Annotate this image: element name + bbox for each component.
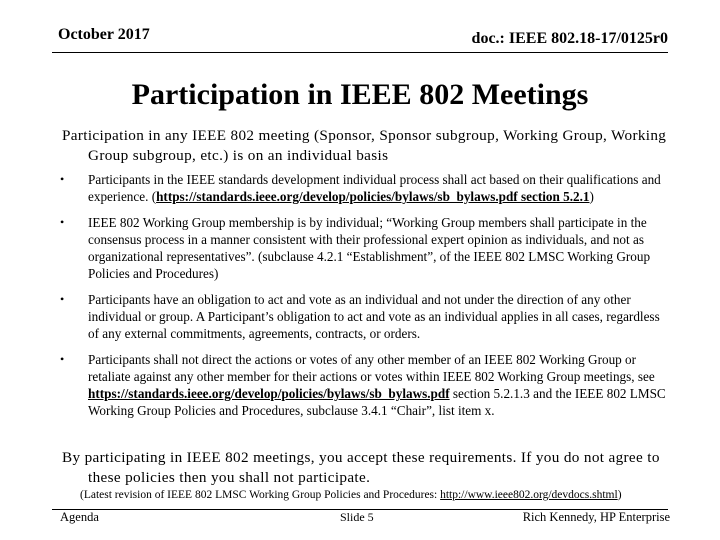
bullet-item-membership bbox=[58, 214, 668, 282]
header-divider bbox=[52, 52, 668, 53]
bullet-text-tail: ) bbox=[589, 189, 594, 204]
header-date: October 2017 bbox=[58, 26, 150, 43]
bullet-item-qualifications bbox=[58, 171, 668, 205]
header-doc-id: doc.: IEEE 802.18-17/0125r0 bbox=[471, 30, 668, 47]
bullet-text: Participants shall not direct the actions or votes of any other member of an IEEE 802 Working Group or retaliate against any other member for their actions or votes within IEEE 802 Working Group meetings, see bbox=[88, 352, 655, 384]
revision-text-tail: ) bbox=[617, 489, 622, 501]
bullet-text: Participants in the IEEE standards development individual process shall act based on their qualifications and experience. ( bbox=[88, 172, 661, 204]
revision-text: (Latest revision of IEEE 802 LMSC Working Group Policies and Procedures: bbox=[80, 489, 441, 501]
outro-paragraph: By participating in IEEE 802 meetings, you accept these requirements. If you do not agree to these policies then you shall not participate. bbox=[62, 449, 660, 486]
bullet-marker: • bbox=[60, 352, 65, 366]
bullet-list bbox=[58, 171, 668, 419]
slide-number: Slide 5 bbox=[340, 510, 374, 524]
slide-title: Participation in IEEE 802 Meetings bbox=[131, 78, 589, 111]
devdocs-link[interactable]: http://www.ieee802.org/devdocs.shtml bbox=[440, 489, 618, 501]
intro-paragraph: Participation in any IEEE 802 meeting (Sponsor, Sponsor subgroup, Working Group, Working Group subgroup, etc.) is on an individual basis bbox=[62, 127, 667, 164]
footer-author: Rich Kennedy, HP Enterprise bbox=[522, 510, 670, 524]
bullet-text: IEEE 802 Working Group membership is by individual; “Working Group members shall participate in the consensus process in a manner consistent with their professional expert opinion as individuals, and not as organizational representatives”. (subclause 4.2.1 “Establishment”, of the IEEE 802 LMSC Working Group Policies and Procedures) bbox=[88, 215, 651, 281]
bylaws-link[interactable]: https://standards.ieee.org/develop/policies/bylaws/sb_bylaws.pdf section 5.2.1 bbox=[156, 189, 590, 204]
bullet-item-obligation bbox=[58, 291, 668, 342]
bullet-item-no-direction bbox=[58, 351, 668, 419]
bylaws-link[interactable]: https://standards.ieee.org/develop/policies/bylaws/sb_bylaws.pdf bbox=[88, 386, 450, 401]
footer-left: Agenda bbox=[60, 510, 99, 524]
bullet-text: Participants have an obligation to act and vote as an individual and not under the direction of any other individual or group. A Participant’s obligation to act and vote as an individual applies in all cases, regardless of any external commitments, agreements, contracts, or orders. bbox=[88, 292, 660, 341]
bullet-marker: • bbox=[60, 215, 65, 229]
bullet-marker: • bbox=[60, 172, 65, 186]
bullet-text-tail: section 5.2.1.3 and the IEEE 802 LMSC Working Group Policies and Procedures, subclause 3.4.1 “Chair”, list item x. bbox=[88, 386, 666, 418]
revision-note bbox=[80, 489, 622, 501]
bullet-marker: • bbox=[60, 292, 65, 306]
